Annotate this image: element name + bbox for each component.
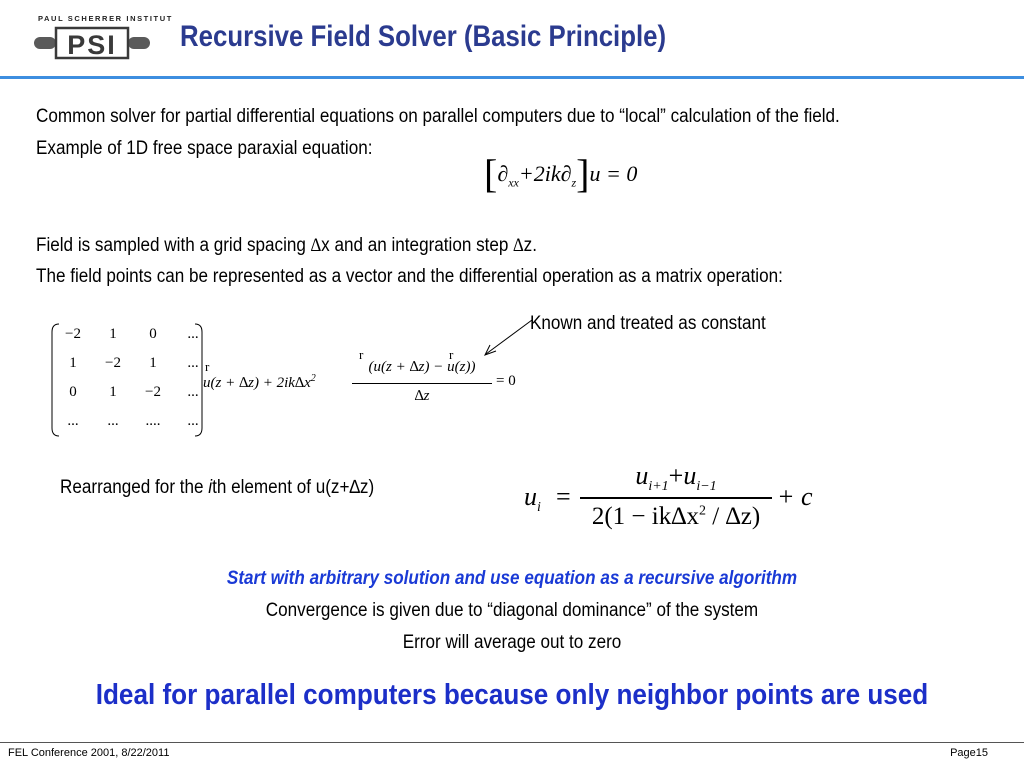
eq1-term: +2ik — [518, 161, 561, 186]
eq3-equals: = — [556, 482, 571, 511]
eq3-lhs: $u_i$ — [524, 482, 541, 516]
footer-page-number: Page15 — [950, 747, 988, 759]
footer-conference: FEL Conference 2001, 8/22/2011 — [8, 747, 170, 759]
partial-symbol: ∂ — [497, 161, 509, 186]
partial-symbol-2: ∂ — [560, 161, 572, 186]
page-title: Recursive Field Solver (Basic Principle) — [180, 20, 667, 53]
eq3-tail: + c — [777, 482, 813, 511]
eq2-rhs: = 0 — [496, 373, 516, 389]
eq1-subscript-z: z — [571, 175, 577, 190]
paraxial-equation: $[\partial_{xx}+2ik\partial_z]u = 0$ — [484, 151, 638, 196]
footer-divider — [0, 742, 1024, 743]
eq2-denominator: ∆z — [414, 388, 430, 404]
matrix: −2 1 0 ... 1 −2 1 ... 0 1 −2 ... ... ... .... ... — [65, 326, 199, 429]
vector-mark-3: r — [449, 347, 454, 362]
eq3-denominator: $2(1 - ik\Delta x^2 / \Delta z)$ — [591, 503, 761, 530]
eq1-rest: u = 0 — [589, 161, 638, 186]
logo-lettering: PSI — [67, 30, 117, 60]
intro-line-1: Common solver for partial differential equations on parallel computers due to “local” calculation of the field. — [36, 106, 840, 127]
eq2-numerator: (u(z + ∆z) − u(z)) — [368, 359, 476, 375]
psi-logo — [34, 26, 152, 65]
eq2-lhs: $u(z + \Delta z) + 2ik\Delta x^2$ — [203, 373, 316, 391]
eq2-fraction-bar — [352, 383, 492, 384]
vector-mark-2: r — [359, 347, 364, 362]
intro-line-2: Example of 1D free space paraxial equation: — [36, 138, 373, 159]
annotation-label: Known and treated as constant — [530, 313, 766, 334]
error-line: Error will average out to zero — [402, 632, 622, 653]
rearranged-line: Rearranged for the ith element of u(z+∆z) — [60, 477, 375, 498]
eq1-subscript-xx: xx — [508, 175, 519, 190]
eq3-fraction-bar — [580, 497, 772, 499]
institute-name: PAUL SCHERRER INSTITUT — [38, 14, 173, 23]
ideal-statement: Ideal for parallel computers because only neighbor points are used — [95, 679, 929, 711]
annotation-arrow — [480, 316, 540, 360]
sampling-line: Field is sampled with a grid spacing ∆x and an integration step ∆z. — [36, 235, 537, 256]
eq3-numerator: $u_{i+1}+u_{i-1}$ — [635, 461, 717, 495]
vector-line: The field points can be represented as a vector and the differential operation as a matrix operation: — [36, 266, 783, 287]
title-divider — [0, 76, 1024, 79]
vector-mark-1: r — [205, 359, 210, 374]
convergence-line: Convergence is given due to “diagonal dominance” of the system — [265, 600, 759, 621]
algorithm-emphasis: Start with arbitrary solution and use equation as a recursive algorithm — [226, 568, 798, 589]
